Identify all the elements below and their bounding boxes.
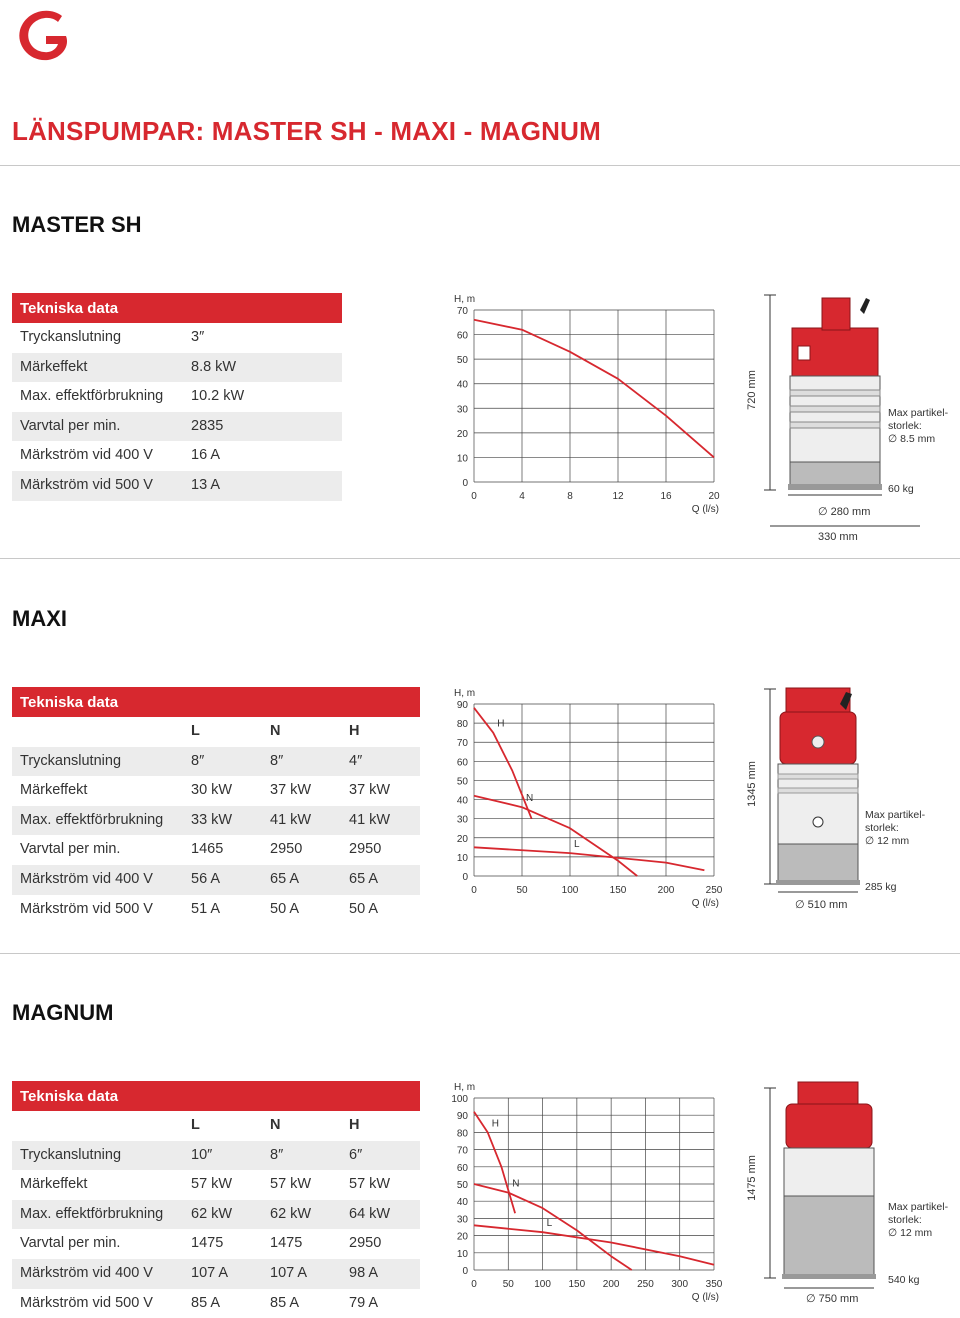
x-tick-label: 100 bbox=[534, 1279, 551, 1290]
width-value: 330 mm bbox=[818, 531, 858, 543]
weight-value: 60 kg bbox=[888, 483, 914, 495]
y-tick-label: 50 bbox=[456, 355, 468, 367]
pump-illustration-master-sh bbox=[740, 290, 960, 550]
y-tick-label: 80 bbox=[456, 1128, 468, 1140]
y-tick-label: 30 bbox=[456, 1214, 468, 1226]
spec-row: Märkeffekt 30 kW 37 kW 37 kW bbox=[20, 782, 391, 799]
spec-row: Märkström vid 500 V 85 A 85 A 79 A bbox=[20, 1294, 379, 1311]
particle-size-label: storlek: bbox=[865, 822, 899, 834]
x-tick-label: 50 bbox=[502, 1279, 514, 1290]
x-tick-label: 350 bbox=[705, 1279, 723, 1290]
pump-body bbox=[776, 688, 860, 885]
y-tick-label: 70 bbox=[456, 1145, 468, 1157]
pump-illustration-magnum bbox=[740, 1078, 960, 1313]
spec-row: Tryckanslutning 3″ bbox=[20, 329, 205, 345]
y-tick-label: 100 bbox=[451, 1094, 468, 1105]
x-tick-label: 50 bbox=[516, 885, 528, 896]
spec-table-header: Tekniska data bbox=[12, 293, 342, 323]
x-tick-label: 16 bbox=[660, 491, 672, 502]
x-tick-label: 200 bbox=[602, 1279, 620, 1290]
company-logo bbox=[12, 4, 76, 68]
spec-table-header: Tekniska data bbox=[12, 687, 420, 717]
diameter-value: ∅ 280 mm bbox=[818, 506, 871, 518]
x-axis-label: Q (l/s) bbox=[691, 898, 719, 909]
y-tick-label: 30 bbox=[456, 404, 468, 416]
series-label: N bbox=[526, 793, 534, 805]
spec-row: Max. effektförbrukning 62 kW 62 kW 64 kW bbox=[12, 1200, 420, 1230]
spec-row: Tryckanslutning 10″ 8″ 6″ bbox=[12, 1141, 420, 1171]
x-tick-label: 150 bbox=[609, 885, 627, 896]
series-label: N bbox=[512, 1178, 520, 1190]
particle-size-label: storlek: bbox=[888, 420, 922, 432]
spec-table-master-sh bbox=[12, 293, 342, 501]
spec-row: Max. effektförbrukning 10.2 kW bbox=[20, 388, 245, 405]
x-tick-label: 0 bbox=[471, 885, 477, 896]
particle-size-value: ∅ 8.5 mm bbox=[888, 433, 936, 445]
weight-value: 540 kg bbox=[888, 1274, 920, 1286]
x-tick-label: 20 bbox=[708, 491, 720, 502]
x-tick-label: 150 bbox=[568, 1279, 586, 1290]
x-tick-label: 250 bbox=[637, 1279, 654, 1290]
y-tick-label: 50 bbox=[456, 776, 468, 788]
diameter-value: ∅ 750 mm bbox=[806, 1293, 859, 1305]
height-dimension: 720 mm bbox=[746, 370, 758, 410]
particle-size-value: ∅ 12 mm bbox=[888, 1227, 933, 1239]
x-tick-label: 200 bbox=[657, 885, 675, 896]
y-axis-label: H, m bbox=[454, 294, 476, 305]
spec-row: Varvtal per min. 1475 1475 2950 bbox=[20, 1235, 382, 1252]
pump-curve-chart-magnum bbox=[440, 1078, 740, 1308]
particle-size-label: Max partikel- bbox=[888, 1201, 949, 1213]
particle-size-label: storlek: bbox=[888, 1214, 922, 1226]
series-line bbox=[474, 320, 714, 458]
y-tick-label: 10 bbox=[456, 1248, 468, 1260]
y-tick-label: 80 bbox=[456, 719, 468, 731]
spec-column-headers: L N H bbox=[191, 723, 360, 739]
spec-row: Märkström vid 400 V 16 A bbox=[20, 447, 221, 464]
spec-row: Tryckanslutning 8″ 8″ 4″ bbox=[12, 747, 420, 777]
y-tick-label: 50 bbox=[456, 1180, 468, 1191]
x-tick-label: 12 bbox=[612, 491, 624, 502]
y-axis-label: H, m bbox=[454, 688, 476, 699]
page-title: LÄNSPUMPAR: MASTER SH - MAXI - MAGNUM bbox=[12, 116, 601, 146]
y-tick-label: 60 bbox=[456, 1162, 468, 1174]
divider bbox=[0, 953, 960, 954]
x-tick-label: 8 bbox=[567, 491, 573, 502]
series-line-l bbox=[474, 1225, 714, 1265]
y-tick-label: 0 bbox=[462, 872, 468, 883]
particle-size-value: ∅ 12 mm bbox=[865, 835, 910, 847]
y-tick-label: 90 bbox=[456, 700, 468, 711]
pump-curve-chart-master-sh bbox=[440, 290, 740, 520]
y-tick-label: 0 bbox=[462, 478, 468, 489]
section-title-magnum: MAGNUM bbox=[12, 1000, 114, 1025]
spec-row: Märkström vid 400 V 56 A 65 A 65 A bbox=[12, 865, 420, 895]
height-dimension: 1475 mm bbox=[746, 1155, 758, 1201]
spec-row: Varvtal per min. 2835 bbox=[12, 412, 342, 442]
spec-table-magnum bbox=[12, 1081, 420, 1318]
y-tick-label: 40 bbox=[456, 1197, 468, 1209]
y-tick-label: 10 bbox=[456, 453, 468, 465]
spec-table-maxi bbox=[12, 687, 420, 924]
series-line-n bbox=[474, 796, 637, 876]
pump-body bbox=[788, 298, 882, 490]
pump-illustration-maxi bbox=[740, 684, 960, 924]
series-line-l bbox=[474, 847, 704, 870]
divider bbox=[0, 165, 960, 166]
series-label: L bbox=[574, 839, 580, 851]
y-tick-label: 60 bbox=[456, 330, 468, 342]
x-tick-label: 0 bbox=[471, 491, 477, 502]
y-tick-label: 40 bbox=[456, 379, 468, 391]
y-tick-label: 70 bbox=[456, 306, 468, 317]
y-tick-label: 20 bbox=[456, 1231, 468, 1243]
weight-value: 285 kg bbox=[865, 881, 897, 893]
y-tick-label: 90 bbox=[456, 1111, 468, 1123]
pump-body bbox=[782, 1082, 876, 1279]
y-tick-label: 20 bbox=[456, 428, 468, 440]
y-tick-label: 60 bbox=[456, 757, 468, 769]
y-tick-label: 10 bbox=[456, 852, 468, 864]
spec-row: Märkström vid 400 V 107 A 107 A 98 A bbox=[12, 1259, 420, 1289]
x-tick-label: 300 bbox=[671, 1279, 689, 1290]
x-tick-label: 4 bbox=[519, 491, 525, 502]
x-axis-label: Q (l/s) bbox=[691, 504, 719, 515]
x-axis-label: Q (l/s) bbox=[691, 1292, 719, 1303]
series-label: H bbox=[497, 718, 505, 730]
divider bbox=[0, 558, 960, 559]
y-axis-label: H, m bbox=[454, 1082, 476, 1093]
y-tick-label: 70 bbox=[456, 738, 468, 750]
section-title-maxi: MAXI bbox=[12, 606, 67, 631]
height-dimension: 1345 mm bbox=[746, 761, 758, 807]
spec-row: Märkeffekt 8.8 kW bbox=[12, 353, 342, 383]
spec-column-headers: L N H bbox=[191, 1117, 360, 1133]
spec-row: Märkeffekt 57 kW 57 kW 57 kW bbox=[20, 1176, 391, 1193]
y-tick-label: 40 bbox=[456, 795, 468, 807]
particle-size-label: Max partikel- bbox=[888, 407, 949, 419]
spec-table-header: Tekniska data bbox=[12, 1081, 420, 1111]
pump-curve-chart-maxi bbox=[440, 684, 740, 914]
spec-row: Märkström vid 500 V 51 A 50 A 50 A bbox=[20, 900, 379, 917]
series-label: H bbox=[491, 1118, 499, 1130]
series-label: L bbox=[546, 1218, 553, 1230]
spec-row: Märkström vid 500 V 13 A bbox=[12, 471, 342, 501]
x-tick-label: 100 bbox=[561, 885, 579, 896]
y-tick-label: 30 bbox=[456, 814, 468, 826]
spec-row: Max. effektförbrukning 33 kW 41 kW 41 kW bbox=[12, 806, 420, 836]
x-tick-label: 0 bbox=[471, 1279, 477, 1290]
spec-row: Varvtal per min. 1465 2950 2950 bbox=[20, 841, 382, 858]
y-tick-label: 20 bbox=[456, 833, 468, 845]
section-title-master-sh: MASTER SH bbox=[12, 212, 142, 237]
x-tick-label: 250 bbox=[705, 885, 723, 896]
diameter-value: ∅ 510 mm bbox=[795, 899, 848, 911]
particle-size-label: Max partikel- bbox=[865, 809, 926, 821]
y-tick-label: 0 bbox=[462, 1266, 468, 1277]
